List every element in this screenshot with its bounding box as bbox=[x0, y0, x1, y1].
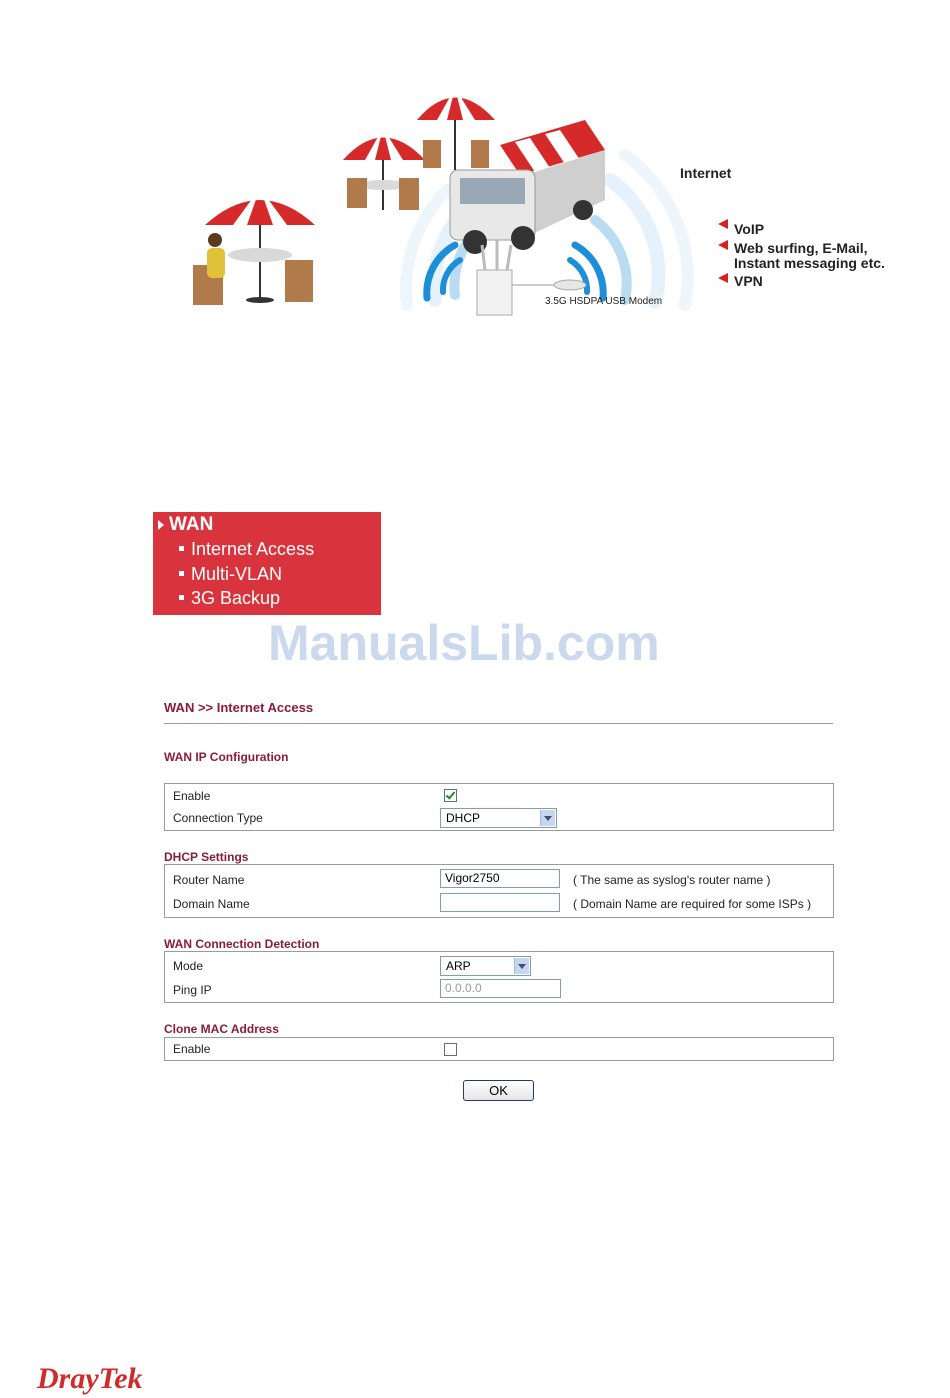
voip-label: VoIP bbox=[734, 221, 765, 237]
clone-mac-enable-label: Enable bbox=[173, 1042, 211, 1056]
ping-ip-input[interactable]: 0.0.0.0 bbox=[440, 979, 561, 998]
mode-value: ARP bbox=[446, 959, 471, 973]
breadcrumb: WAN >> Internet Access bbox=[164, 700, 314, 715]
modem-label: 3.5G HSDPA USB Modem bbox=[545, 296, 663, 307]
wan-menu-title[interactable]: WAN bbox=[169, 514, 214, 535]
umbrella-left bbox=[193, 188, 315, 305]
domain-name-label: Domain Name bbox=[173, 897, 250, 911]
breadcrumb-divider bbox=[164, 723, 833, 724]
umbrella-top bbox=[417, 88, 495, 170]
bullet-icon bbox=[179, 595, 184, 600]
connection-type-select[interactable] bbox=[440, 808, 557, 828]
domain-name-input[interactable] bbox=[440, 893, 560, 912]
service-arrows bbox=[718, 219, 728, 283]
domain-name-note: ( Domain Name are required for some ISPs ) bbox=[573, 897, 812, 911]
umbrella-middle bbox=[343, 128, 425, 210]
menu-item-internet-access[interactable]: Internet Access bbox=[191, 539, 315, 559]
menu-item-3g-backup[interactable]: 3G Backup bbox=[191, 588, 281, 608]
instant-messaging-label: Instant messaging etc. bbox=[734, 255, 885, 271]
caret-right-icon bbox=[158, 520, 164, 530]
connection-type-value: DHCP bbox=[446, 811, 481, 825]
clone-mac-enable-checkbox[interactable] bbox=[444, 1043, 457, 1056]
vpn-label: VPN bbox=[734, 273, 763, 289]
mode-label: Mode bbox=[173, 959, 204, 973]
ping-ip-label: Ping IP bbox=[173, 983, 212, 997]
wan-ip-config-title: WAN IP Configuration bbox=[164, 750, 289, 764]
bullet-icon bbox=[179, 571, 184, 576]
dhcp-settings-panel bbox=[164, 864, 834, 918]
wan-ip-config-panel bbox=[164, 783, 834, 831]
ok-button[interactable]: OK bbox=[463, 1080, 534, 1101]
chevron-down-icon bbox=[514, 958, 529, 974]
watermark: ManualsLib.com bbox=[268, 615, 660, 671]
wan-menu bbox=[153, 512, 381, 615]
enable-checkbox[interactable] bbox=[444, 789, 457, 802]
connection-type-label: Connection Type bbox=[173, 811, 263, 825]
router-name-input[interactable]: Vigor2750 bbox=[440, 869, 560, 888]
draytek-logo: DrayTek bbox=[37, 1362, 143, 1395]
wan-connection-detection-panel bbox=[164, 951, 834, 1003]
web-surfing-label: Web surfing, E-Mail, bbox=[734, 240, 868, 256]
internet-label: Internet bbox=[680, 165, 732, 181]
dhcp-settings-title: DHCP Settings bbox=[164, 850, 249, 864]
clone-mac-panel bbox=[164, 1037, 834, 1061]
clone-mac-title: Clone MAC Address bbox=[164, 1022, 279, 1036]
mode-select[interactable] bbox=[440, 956, 531, 976]
router-name-note: ( The same as syslog's router name ) bbox=[573, 873, 771, 887]
wan-connection-detection-title: WAN Connection Detection bbox=[164, 937, 320, 951]
enable-label: Enable bbox=[173, 789, 211, 803]
router-name-label: Router Name bbox=[173, 873, 245, 887]
network-illustration bbox=[185, 60, 905, 322]
chevron-down-icon bbox=[540, 810, 555, 826]
bullet-icon bbox=[179, 546, 184, 551]
menu-item-multi-vlan[interactable]: Multi-VLAN bbox=[191, 564, 283, 584]
